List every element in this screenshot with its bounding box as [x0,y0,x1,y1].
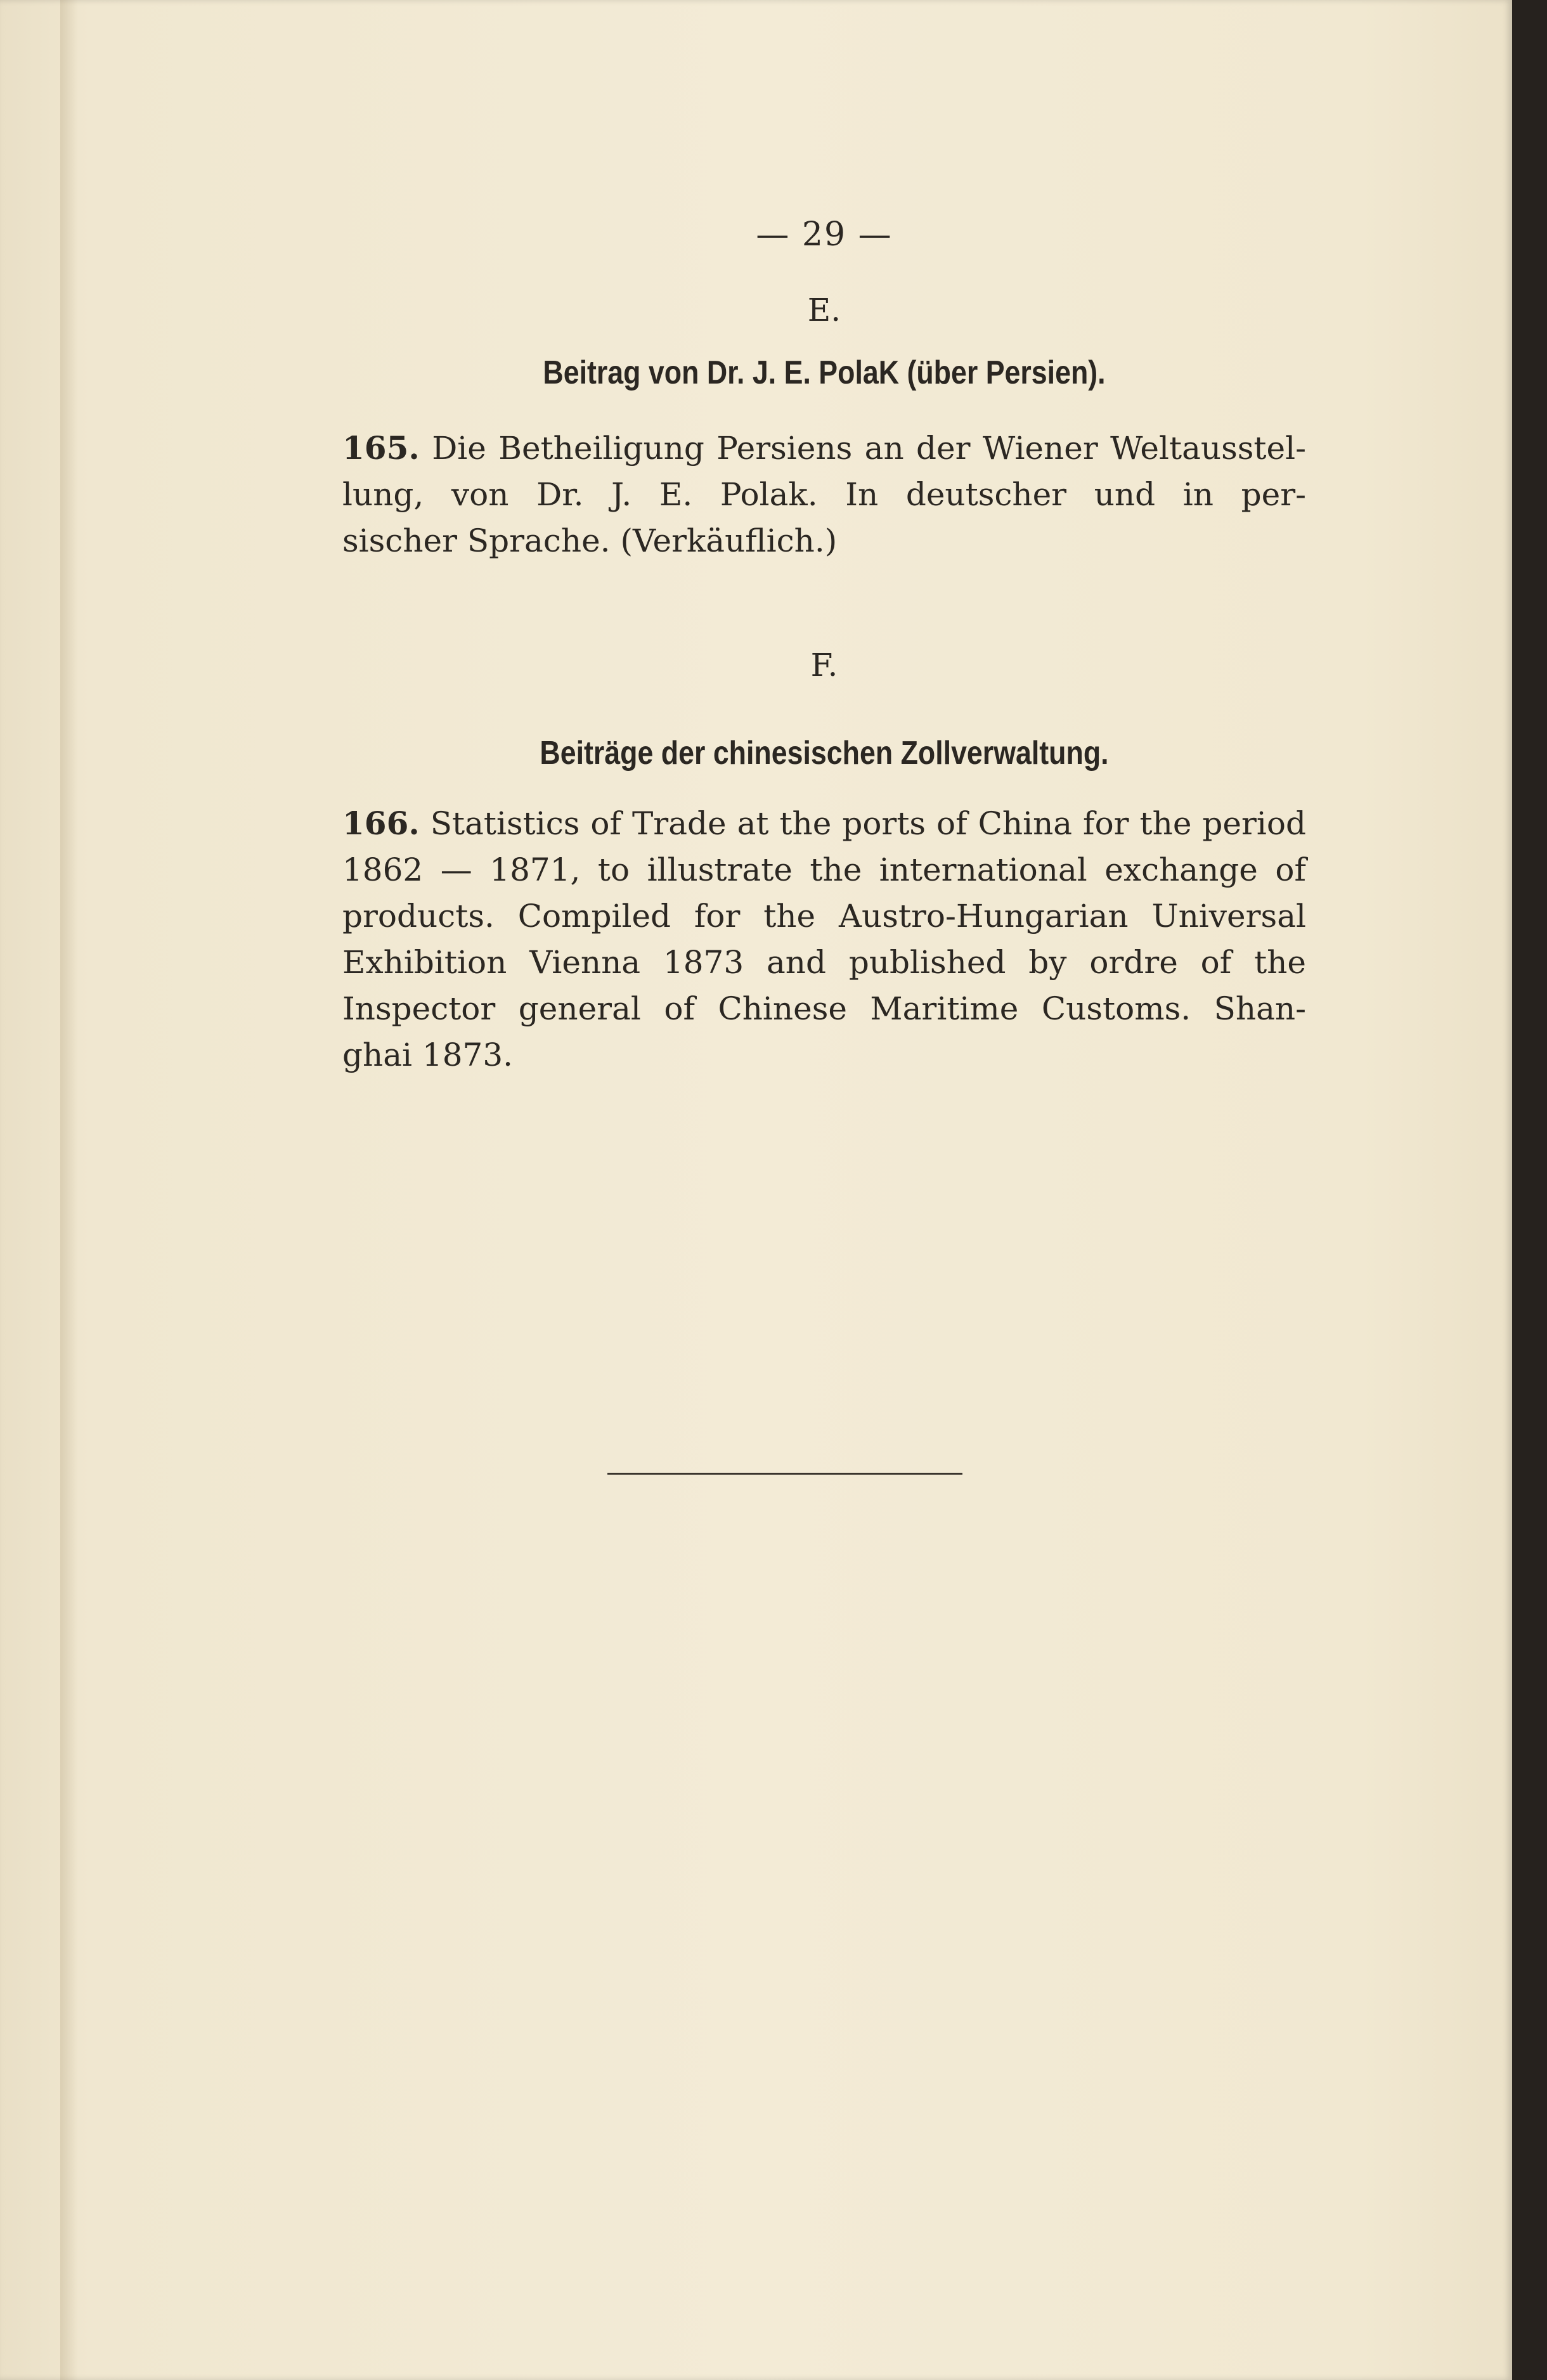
page-edge [1512,0,1547,2380]
section-letter-e: E. [807,292,841,328]
entry-166-line-1: 166. Statistics of Trade at the ports of China for the period [342,805,1306,842]
section-title-e: Beitrag von Dr. J. E. PolaK (über Persien). [543,354,1106,391]
entry-165 [342,425,1306,564]
bleed-through-text [279,1192,1319,1246]
entry-166-line-6: ghai 1873. [342,1037,514,1073]
page-gutter [60,0,78,2380]
entry-166-line-3: products. Compiled for the Austro-Hungarian Universal [342,898,1306,935]
entry-166-line-2: 1862 — 1871, to illustrate the international exchange of [342,851,1306,888]
entry-166-line-5: Inspector general of Chinese Maritime Customs. Shan- [342,990,1306,1027]
entry-number: 165. [342,429,420,467]
section-letter-f: F. [810,647,838,683]
entry-number: 166. [342,805,420,842]
entry-165-line-2: lung, von Dr. J. E. Polak. In deutscher und in per- [342,476,1306,513]
entry-166-line-4: Exhibition Vienna 1873 and published by ordre of the [342,944,1306,981]
page-number: — 29 — [756,216,893,254]
horizontal-rule [607,1473,962,1475]
entry-165-line-1: 165. Die Betheiligung Persiens an der Wiener Weltausstel- [342,429,1306,467]
section-title-f: Beiträge der chinesischen Zollverwaltung. [540,735,1109,772]
entry-165-line-3: sischer Sprache. (Verkäuflich.) [342,522,838,559]
entry-166 [342,800,1306,1078]
